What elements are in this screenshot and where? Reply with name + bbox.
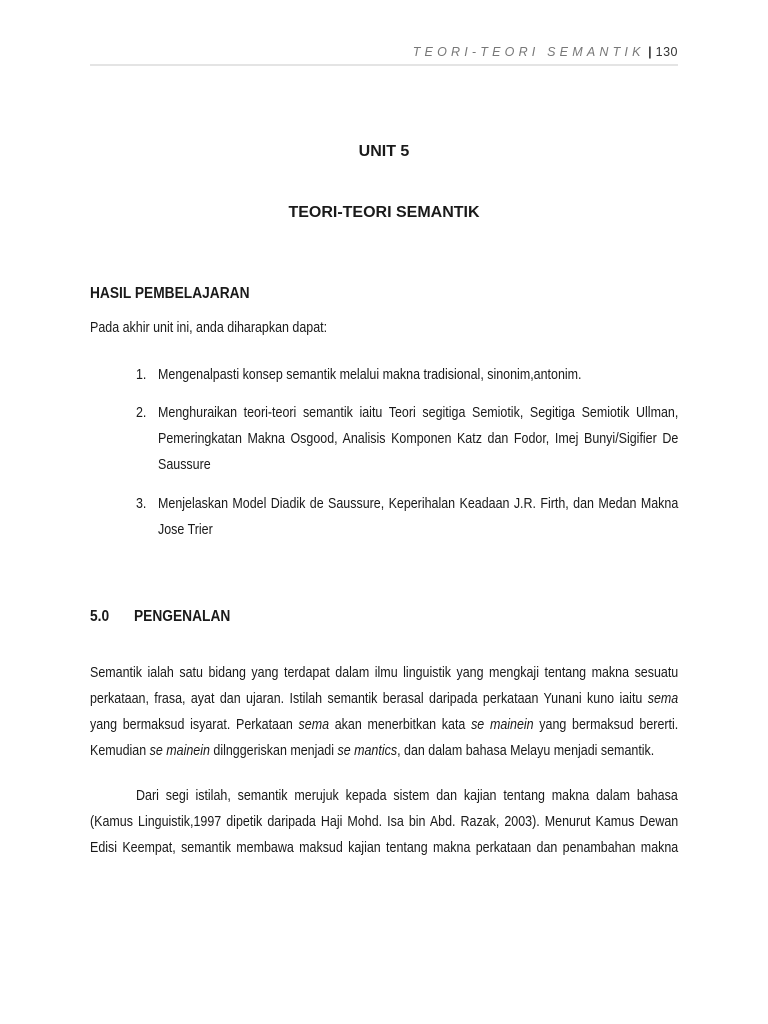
unit-label: UNIT 5 xyxy=(358,143,410,160)
italic-term: se mantics xyxy=(337,743,398,759)
paragraph-line xyxy=(90,743,678,760)
text-run: , dan dalam bahasa Melayu menjadi semantik. xyxy=(397,743,655,759)
list-item-text: Pemeringkatan Makna Osgood, Analisis Komponen Katz dan Fodor, Imej Bunyi/Sigifier De xyxy=(158,431,679,447)
text-run: akan menerbitkan kata xyxy=(329,717,472,733)
header-separator: | xyxy=(648,45,652,59)
list-item-text: Menjelaskan Model Diadik de Saussure, Keperihalan Keadaan J.R. Firth, dan Medan Makna xyxy=(158,496,679,512)
running-header xyxy=(413,45,678,59)
outcomes-intro: Pada akhir unit ini, anda diharapkan dapat: xyxy=(90,320,328,336)
italic-term: sema xyxy=(647,691,679,707)
list-item-text: Menghuraikan teori-teori semantik iaitu Teori segitiga Semiotik, Segitiga Semiotik Ullman, xyxy=(158,405,679,421)
unit-title: TEORI-TEORI SEMANTIK xyxy=(288,204,480,221)
section-number: 5.0 xyxy=(90,608,110,625)
italic-term: sema xyxy=(298,717,330,733)
text-run: Edisi Keempat, semantik membawa maksud kajian tentang makna perkataan dan penambahan makna xyxy=(90,840,679,856)
italic-term: se mainein xyxy=(149,743,210,759)
text-run: (Kamus Linguistik,1997 dipetik daripada Haji Mohd. Isa bin Abd. Razak, 2003). Menurut Kamus Dewan xyxy=(90,814,679,830)
running-title: TEORI-TEORI SEMANTIK xyxy=(412,45,645,59)
text-run: yang bermaksud bererti. xyxy=(533,717,679,733)
header-rule xyxy=(90,64,678,66)
list-item-text: Saussure xyxy=(158,457,211,473)
paragraph-line xyxy=(90,665,678,682)
paragraph-line xyxy=(90,691,678,708)
paragraph-line xyxy=(90,717,678,734)
list-item-text: Mengenalpasti konsep semantik melalui makna tradisional, sinonim,antonim. xyxy=(158,367,582,383)
page-number: 130 xyxy=(655,45,678,59)
text-run: Semantik ialah satu bidang yang terdapat dalam ilmu linguistik yang mengkaji tentang makna sesuatu xyxy=(90,665,679,681)
section-title: PENGENALAN xyxy=(134,608,231,625)
paragraph-line xyxy=(90,814,678,831)
paragraph-line xyxy=(136,788,678,805)
list-item-number: 1. xyxy=(136,367,147,383)
text-run: Dari segi istilah, semantik merujuk kepada sistem dan kajian tentang makna dalam bahasa xyxy=(136,788,678,804)
text-run: Kemudian xyxy=(90,743,150,759)
list-item-number: 3. xyxy=(136,496,147,512)
text-run: perkataan, frasa, ayat dan ujaran. Istilah semantik berasal daripada perkataan Yunani kuno iaitu xyxy=(90,691,648,707)
list-item-number: 2. xyxy=(136,405,147,421)
text-run: yang bermaksud isyarat. Perkataan xyxy=(90,717,299,733)
paragraph-line xyxy=(90,840,678,857)
italic-term: se mainein xyxy=(471,717,534,733)
outcomes-heading: HASIL PEMBELAJARAN xyxy=(90,285,250,302)
list-item-text: Jose Trier xyxy=(158,522,213,538)
text-run: dilnggeriskan menjadi xyxy=(209,743,338,759)
